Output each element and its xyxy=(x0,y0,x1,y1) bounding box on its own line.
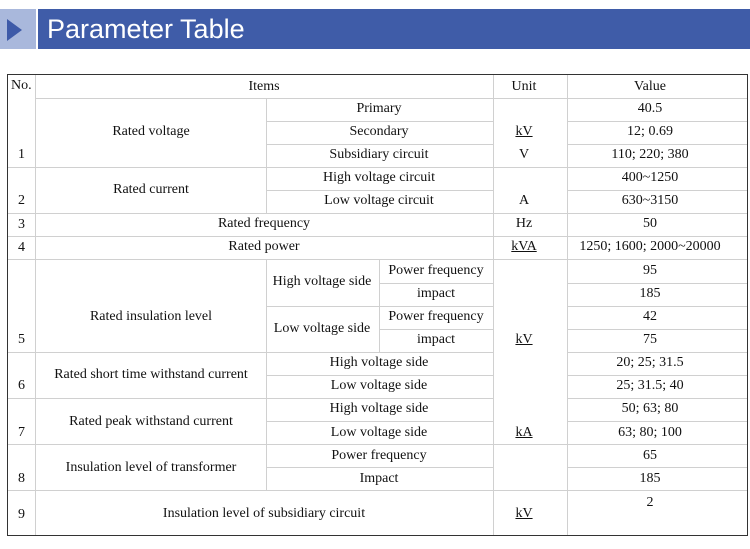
row-no: 7 xyxy=(18,425,25,440)
item-label: Rated short time withstand current xyxy=(54,367,248,382)
subitem-label: Power frequency xyxy=(388,263,484,278)
grid-line xyxy=(8,398,493,399)
item-label: Rated voltage xyxy=(112,124,190,139)
header-items: Items xyxy=(248,79,280,94)
value-cell: 25; 31.5; 40 xyxy=(616,378,684,393)
subitem-label: impact xyxy=(416,332,456,347)
grid-line xyxy=(8,167,747,168)
item-label: Rated peak withstand current xyxy=(69,414,233,429)
grid-line xyxy=(8,213,747,214)
grid-line xyxy=(567,283,747,284)
value-cell: 75 xyxy=(643,332,657,347)
header-accent xyxy=(0,9,36,49)
grid-line xyxy=(567,306,747,307)
grid-line xyxy=(266,375,493,376)
subitem-label: High voltage circuit xyxy=(323,170,435,185)
row-no: 2 xyxy=(18,193,25,208)
item-label: Insulation level of transformer xyxy=(65,460,237,475)
item-label: Rated insulation level xyxy=(89,309,213,324)
subitem-label: Secondary xyxy=(349,124,409,139)
grid-line xyxy=(8,490,747,491)
row-no: 9 xyxy=(18,507,25,522)
grid-line xyxy=(567,375,747,376)
header-value: Value xyxy=(634,79,666,94)
header-no: No. xyxy=(11,78,32,93)
grid-line xyxy=(567,144,747,145)
group-label: High voltage side xyxy=(272,274,372,289)
value-cell: 12; 0.69 xyxy=(627,124,673,139)
grid-line xyxy=(35,98,747,99)
subitem-label: Impact xyxy=(359,471,399,486)
subitem-label: Subsidiary circuit xyxy=(329,147,429,162)
unit-value: V xyxy=(518,147,530,162)
value-cell: 1250; 1600; 2000~20000 xyxy=(579,239,721,254)
subitem-label: Primary xyxy=(356,101,402,116)
item-label: Rated current xyxy=(113,182,189,197)
header-bar xyxy=(38,9,750,49)
value-cell: 50 xyxy=(643,216,657,231)
grid-line xyxy=(8,236,747,237)
grid-line xyxy=(567,190,747,191)
value-cell: 2 xyxy=(646,495,654,510)
grid-line xyxy=(567,398,747,399)
subitem-label: Low voltage circuit xyxy=(324,193,434,208)
value-cell: 65 xyxy=(643,448,657,463)
subitem-label: Low voltage side xyxy=(330,425,428,440)
grid-line xyxy=(567,352,747,353)
grid-line xyxy=(266,306,493,307)
value-cell: 20; 25; 31.5 xyxy=(616,355,684,370)
subitem-label: Power frequency xyxy=(388,309,484,324)
parameter-table xyxy=(7,74,748,536)
value-cell: 185 xyxy=(639,286,661,301)
subitem-label: High voltage side xyxy=(329,401,429,416)
row-no: 4 xyxy=(18,240,25,255)
grid-line xyxy=(266,467,493,468)
value-cell: 40.5 xyxy=(637,101,663,116)
play-arrow-icon xyxy=(7,19,22,41)
row-no: 6 xyxy=(18,378,25,393)
header-unit: Unit xyxy=(511,79,537,94)
value-cell: 400~1250 xyxy=(621,170,679,185)
group-label: Low voltage side xyxy=(273,321,371,336)
unit-value: kV xyxy=(515,332,533,347)
grid-line xyxy=(567,467,747,468)
unit-value: A xyxy=(518,193,530,208)
grid-line xyxy=(8,259,747,260)
value-cell: 185 xyxy=(639,471,661,486)
value-cell: 630~3150 xyxy=(621,193,679,208)
grid-line xyxy=(266,144,493,145)
grid-line xyxy=(379,329,493,330)
grid-line xyxy=(35,75,36,535)
grid-line xyxy=(567,329,747,330)
grid-line xyxy=(8,352,493,353)
grid-line xyxy=(266,99,267,214)
subitem-label: Low voltage side xyxy=(330,378,428,393)
item-label: Rated frequency xyxy=(217,216,311,231)
grid-line xyxy=(567,121,747,122)
value-cell: 110; 220; 380 xyxy=(611,147,689,162)
grid-line xyxy=(567,421,747,422)
value-cell: 63; 80; 100 xyxy=(618,425,682,440)
unit-value: Hz xyxy=(515,216,533,231)
grid-line xyxy=(266,421,493,422)
grid-line xyxy=(379,283,493,284)
page-header xyxy=(0,9,750,49)
unit-value: kV xyxy=(515,506,533,521)
grid-line xyxy=(266,121,493,122)
value-cell: 95 xyxy=(643,263,657,278)
grid-line xyxy=(8,444,747,445)
row-no: 1 xyxy=(18,147,25,162)
unit-value: kA xyxy=(515,425,533,440)
subitem-label: High voltage side xyxy=(329,355,429,370)
value-cell: 50; 63; 80 xyxy=(621,401,679,416)
item-label: Rated power xyxy=(228,239,300,254)
value-cell: 42 xyxy=(643,309,657,324)
grid-line xyxy=(266,190,493,191)
row-no: 3 xyxy=(18,217,25,232)
row-no: 8 xyxy=(18,471,25,486)
page-title: Parameter Table xyxy=(47,14,245,44)
subitem-label: Power frequency xyxy=(331,448,427,463)
item-label: Insulation level of subsidiary circuit xyxy=(162,506,366,521)
row-no: 5 xyxy=(18,332,25,347)
unit-value: kV xyxy=(515,124,533,139)
grid-line xyxy=(493,75,494,535)
subitem-label: impact xyxy=(416,286,456,301)
unit-value: kVA xyxy=(511,239,537,254)
